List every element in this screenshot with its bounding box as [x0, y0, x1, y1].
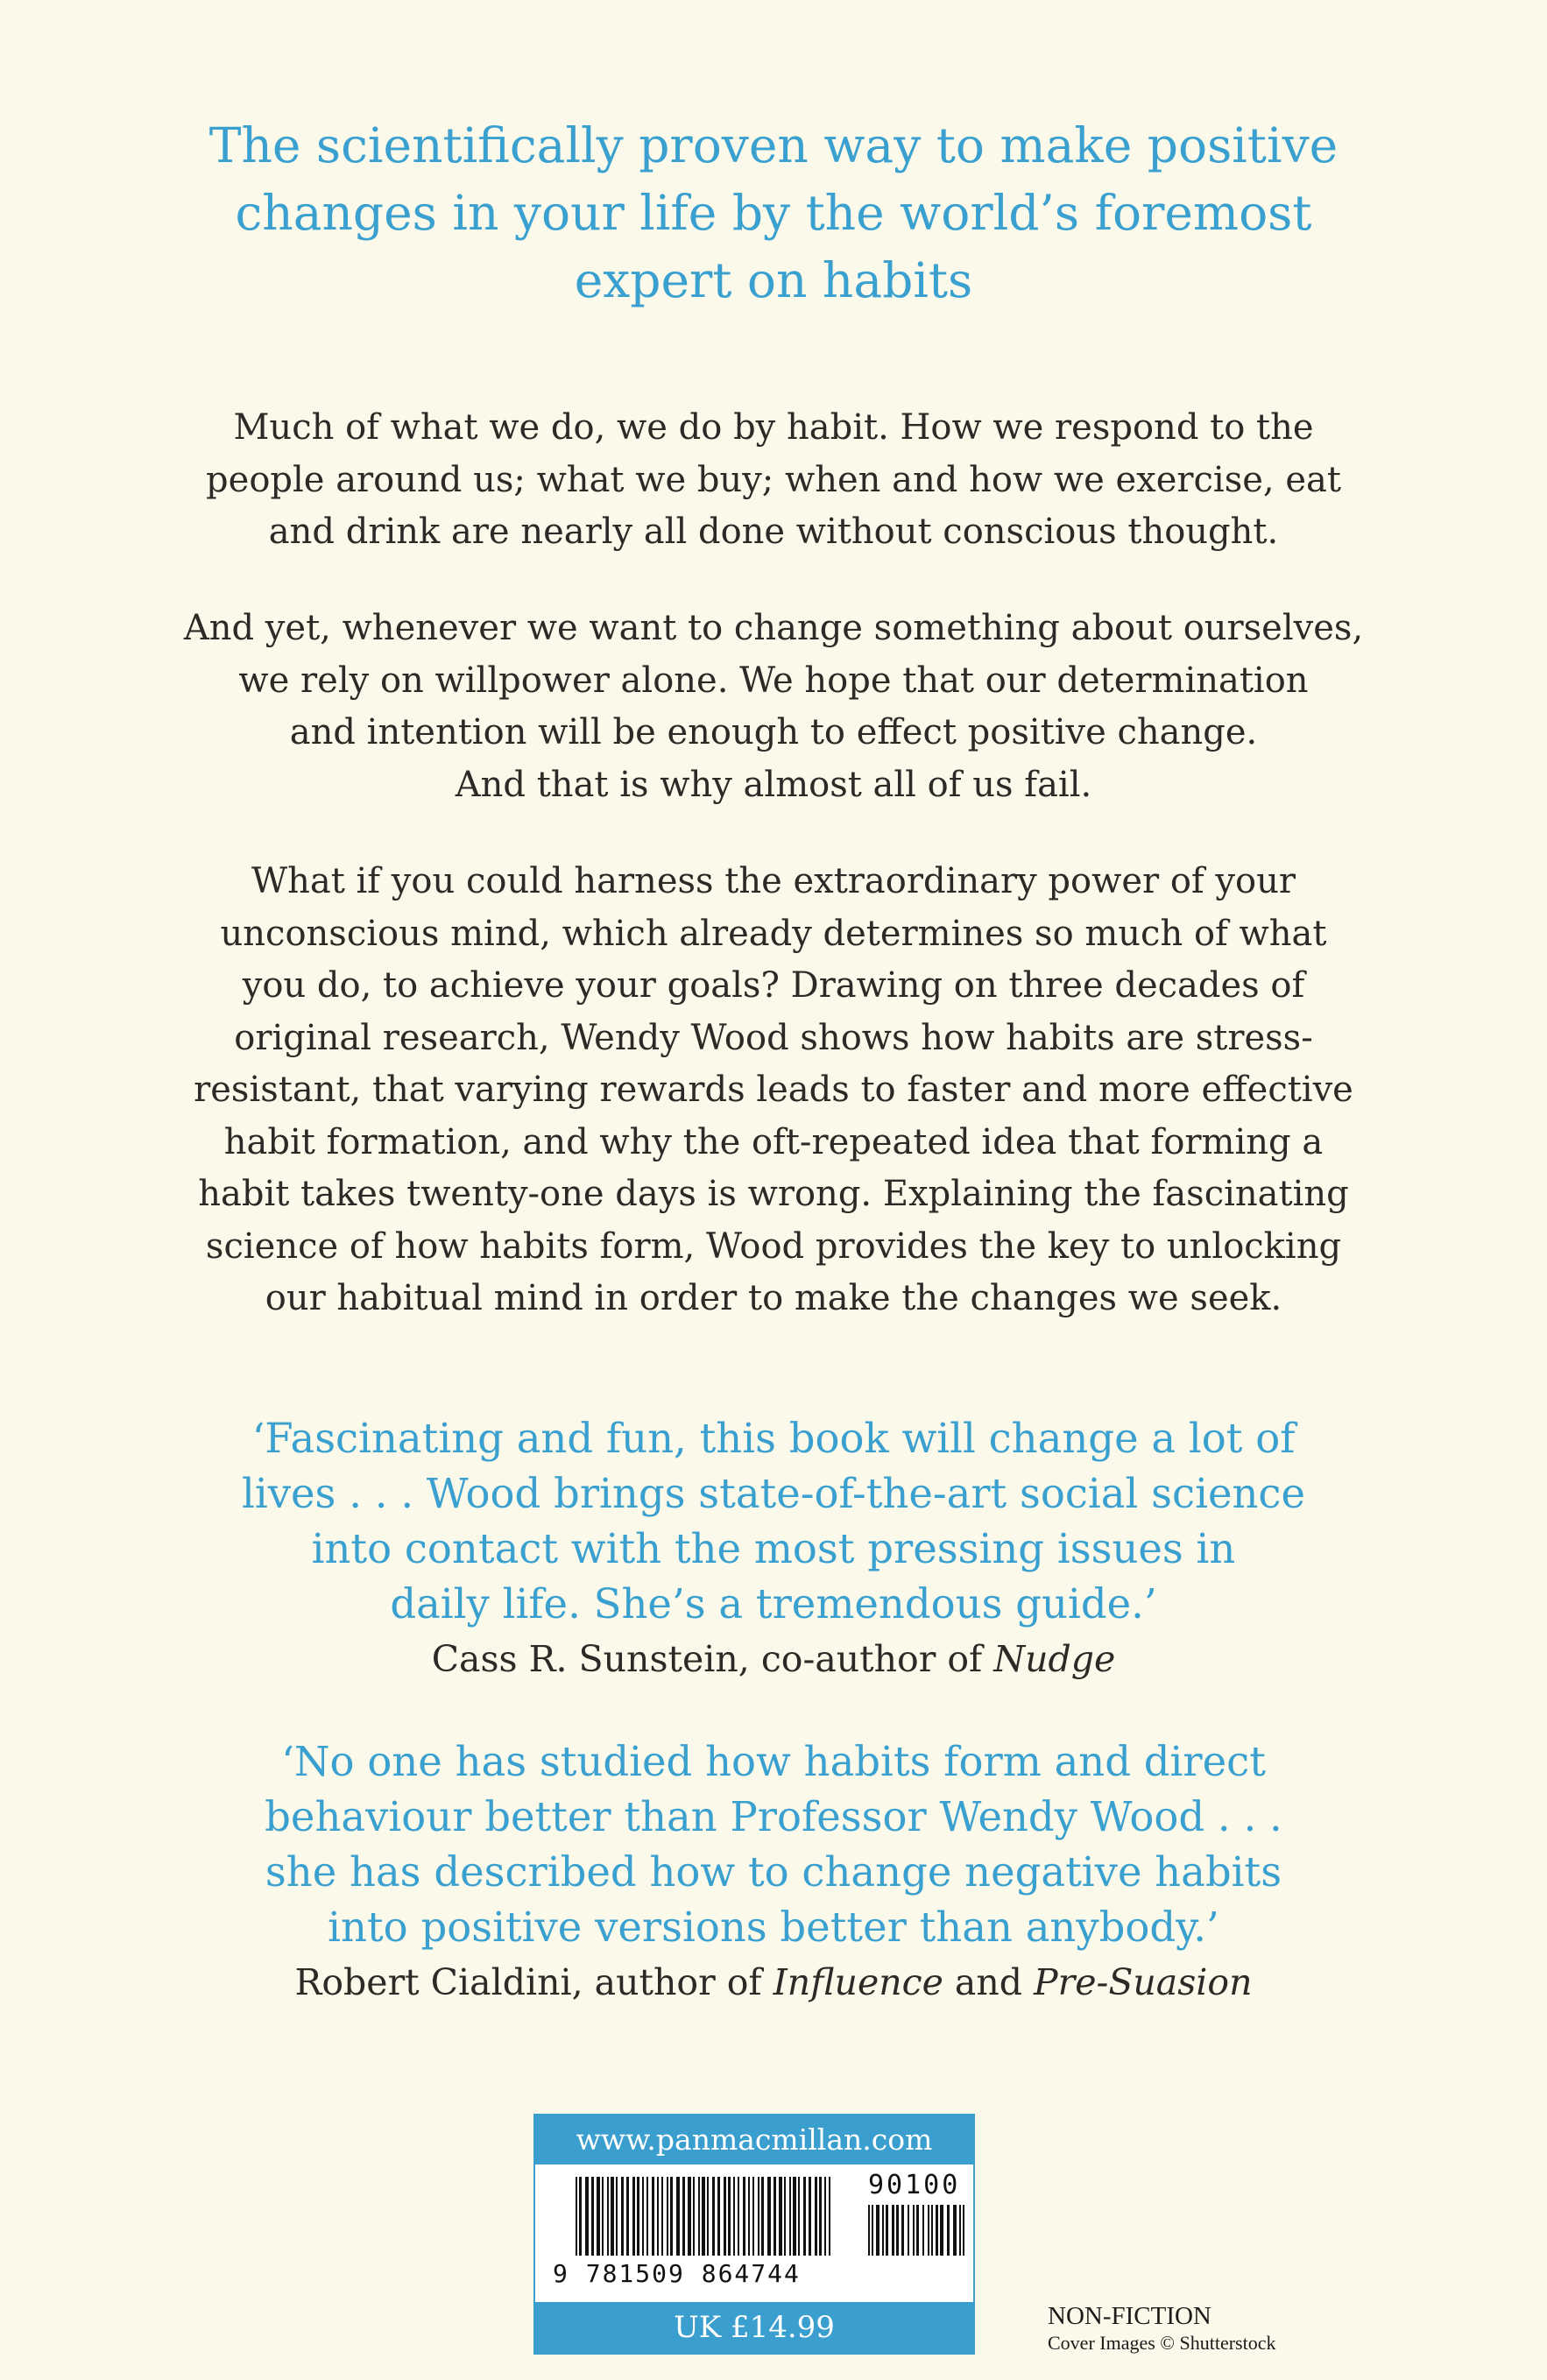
- blurb-line: original research, Wendy Wood shows how habits are stress-: [234, 1017, 1313, 1058]
- quote-line: into contact with the most pressing issues in: [311, 1525, 1236, 1572]
- blurb-line: What if you could harness the extraordinary power of your: [251, 861, 1296, 901]
- barcode-bar: [803, 2177, 806, 2256]
- barcode-bar: [896, 2205, 899, 2256]
- quote-line: ‘Fascinating and fun, this book will change a lot of: [251, 1415, 1296, 1462]
- blurb-line: our habitual mind in order to make the changes we seek.: [265, 1278, 1282, 1318]
- barcode-bar: [758, 2177, 759, 2256]
- barcode-bar: [698, 2177, 700, 2256]
- barcode-bar: [761, 2177, 764, 2256]
- barcode-bar: [579, 2177, 582, 2256]
- barcode-bar: [702, 2177, 705, 2256]
- blurb-line: unconscious mind, which already determines so much of what: [220, 913, 1327, 954]
- barcode-bar: [940, 2205, 943, 2256]
- barcode-bar: [876, 2205, 879, 2256]
- barcode-bar: [789, 2177, 791, 2256]
- attribution-text: Cass R. Sunstein, co-author of: [431, 1638, 994, 1680]
- barcode-bar: [676, 2177, 680, 2256]
- barcode-bar: [585, 2177, 589, 2256]
- blurb-paragraph-3: [0, 856, 1547, 1325]
- barcode-bar: [767, 2177, 771, 2256]
- barcode-bar: [908, 2205, 909, 2256]
- barcode-bar: [798, 2177, 800, 2256]
- barcode-bar: [717, 2177, 720, 2256]
- image-credit: Cover Images © Shutterstock: [1048, 2332, 1276, 2354]
- blurb-line: Much of what we do, we do by habit. How we respond to the: [233, 407, 1314, 448]
- barcode-bar: [936, 2205, 938, 2256]
- barcode-bar: [882, 2205, 884, 2256]
- barcode-bar: [707, 2177, 709, 2256]
- quote-line: ‘No one has studied how habits form and direct: [281, 1738, 1266, 1785]
- barcode-bar: [819, 2177, 822, 2256]
- quote-line: behaviour better than Professor Wendy Wood . . .: [265, 1793, 1282, 1840]
- barcode-bar: [824, 2177, 826, 2256]
- blurb-line: habit takes twenty-one days is wrong. Explaining the fascinating: [198, 1174, 1349, 1214]
- barcode-bar: [591, 2177, 594, 2256]
- barcode-bar: [728, 2177, 731, 2256]
- book-title: Pre-Suasion: [1034, 1961, 1253, 2003]
- barcode-bar: [774, 2177, 776, 2256]
- barcode-box: [533, 2114, 975, 2355]
- blurb-paragraph-2: [0, 603, 1547, 811]
- barcode-bar: [646, 2177, 648, 2256]
- barcode-bar: [667, 2177, 668, 2256]
- quote-line: into positive versions better than anybody.’: [328, 1903, 1219, 1951]
- barcode-bar: [637, 2177, 639, 2256]
- barcode-bar: [724, 2177, 726, 2256]
- quote-attribution: [0, 1632, 1547, 1687]
- barcode-bar: [611, 2177, 614, 2256]
- barcode-bar: [661, 2177, 663, 2256]
- tagline-line: The scientifically proven way to make positive: [208, 117, 1339, 173]
- blurb-line: people around us; what we buy; when and how we exercise, eat: [206, 459, 1341, 500]
- barcode-bar: [779, 2177, 782, 2256]
- tagline: [0, 112, 1547, 314]
- blurb-paragraph-1: [0, 402, 1547, 559]
- quote-line: she has described how to change negative habits: [265, 1848, 1282, 1896]
- barcode-bar: [688, 2177, 691, 2256]
- barcode-bar: [953, 2205, 957, 2256]
- quote-line: daily life. She’s a tremendous guide.’: [390, 1580, 1157, 1628]
- attribution-text: Robert Cialdini, author of: [294, 1961, 774, 2003]
- barcode-bar: [682, 2177, 685, 2256]
- barcode-bar: [829, 2177, 830, 2256]
- book-title: Nudge: [993, 1638, 1116, 1680]
- barcode-bar: [793, 2177, 796, 2256]
- barcode-bar: [922, 2205, 924, 2256]
- barcode-bar: [959, 2205, 961, 2256]
- publisher-url: www.panmacmillan.com: [535, 2115, 973, 2165]
- barcode-bar: [607, 2177, 609, 2256]
- blurb-line: you do, to achieve your goals? Drawing on three decades of: [242, 965, 1305, 1006]
- barcode-bar: [626, 2177, 629, 2256]
- barcode-bar: [693, 2177, 695, 2256]
- barcode-bar: [597, 2177, 600, 2256]
- barcode-addon-number: 90100: [868, 2170, 961, 2200]
- barcode-bar: [809, 2177, 811, 2256]
- isbn-number: 9 781509 864744: [553, 2259, 801, 2288]
- barcode-bar: [616, 2177, 618, 2256]
- blurb-line: resistant, that varying rewards leads to faster and more effective: [194, 1070, 1353, 1110]
- blurb-line: and intention will be enough to effect positive change.: [289, 712, 1258, 752]
- barcode-bar: [733, 2177, 735, 2256]
- quote-line: lives . . . Wood brings state-of-the-art social science: [242, 1470, 1305, 1517]
- barcode-bar: [947, 2205, 950, 2256]
- barcode-bar: [916, 2205, 919, 2256]
- blurb-line: And that is why almost all of us fail.: [455, 764, 1092, 805]
- barcode-bar: [748, 2177, 750, 2256]
- book-title: Influence: [773, 1961, 943, 2003]
- barcode-bar: [602, 2177, 604, 2256]
- tagline-line: expert on habits: [574, 252, 973, 308]
- attribution-text: and: [943, 1961, 1035, 2003]
- barcode-bar: [743, 2177, 745, 2256]
- blurb-line: habit formation, and why the oft-repeated idea that forming a: [223, 1121, 1324, 1162]
- category-label: NON-FICTION: [1048, 2302, 1211, 2330]
- barcode-bar: [931, 2205, 933, 2256]
- barcode-bar: [913, 2205, 915, 2256]
- barcode-bar: [652, 2177, 654, 2256]
- barcode-bar: [928, 2205, 929, 2256]
- barcode-bar: [632, 2177, 635, 2256]
- quote-attribution: [0, 1955, 1547, 2010]
- barcode-bar: [872, 2205, 873, 2256]
- barcode-bar: [712, 2177, 715, 2256]
- barcode-bar: [621, 2177, 624, 2256]
- blurb-line: And yet, whenever we want to change something about ourselves,: [183, 608, 1364, 648]
- tagline-line: changes in your life by the world’s foremost: [235, 185, 1312, 241]
- blurb-line: we rely on willpower alone. We hope that our determination: [238, 660, 1309, 701]
- barcode-bar: [738, 2177, 739, 2256]
- barcode-bar: [752, 2177, 754, 2256]
- review-quote-2: [0, 1734, 1547, 2010]
- barcode-bar: [670, 2177, 673, 2256]
- blurb-line: science of how habits form, Wood provides the key to unlocking: [205, 1225, 1342, 1267]
- barcode-bar: [815, 2177, 817, 2256]
- barcode-bar: [892, 2205, 894, 2256]
- barcode-bar: [657, 2177, 659, 2256]
- barcode-bar: [642, 2177, 644, 2256]
- barcode-bar: [886, 2205, 888, 2256]
- price: UK £14.99: [535, 2302, 973, 2353]
- barcode-bar: [576, 2177, 577, 2256]
- barcode-bar: [868, 2205, 870, 2256]
- barcode-bar: [901, 2205, 904, 2256]
- barcode-bar: [963, 2205, 964, 2256]
- barcode-bar: [784, 2177, 786, 2256]
- review-quote-1: [0, 1411, 1547, 1687]
- blurb-line: and drink are nearly all done without conscious thought.: [268, 512, 1279, 552]
